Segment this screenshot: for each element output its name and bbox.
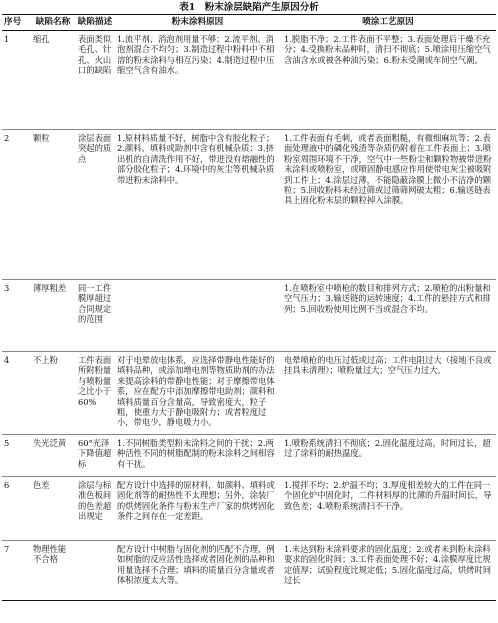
cell-desc: 涂层与标准色板间的色差超出规定 [75,477,115,541]
cell-name: 不上粉 [31,352,75,435]
table-header-row [2,15,496,31]
cell-cause: 1.不同树脂类型粉末涂料之间的干扰；2.两种活性不同的树脂配制的粉末涂料之间相容有干扰。 [115,435,280,477]
header-desc: 缺陷描述 [75,15,115,31]
table-row [2,477,496,541]
table-row [2,31,496,130]
cell-cause: 配方设计中选择的原材料，如颜料、填料或固化剂等的耐热性不太理想；另外，涂装厂的烘烤固化条件与粉末生产厂家的烘烤固化条件之间存在一定差距。 [115,477,280,541]
cell-process: 1.搅拌不均；2.炉温不均；3.厚度相差较大的工件在同一个固化炉中固化时，二件材料厚的比薄的升温时间长，导致色差；4.喷粉系统清扫不干净。 [280,477,496,541]
cell-no: 6 [2,477,31,541]
table-row [2,541,496,601]
cell-no: 1 [2,31,31,130]
header-no: 序号 [2,15,31,31]
cell-name: 薄厚粗差 [31,280,75,352]
cell-cause: 对于电晕放电体系，应选择带静电性能好的填料品种，或添加增电剂等物质助剂的办法来提高涂料的带静电性能；对于摩擦带电体系，应在配方中添加摩擦带电助剂；颜料和填料质量百分含量高，导致密度大，粒子粗，使重力大于静电吸附力；或者粒度过小，带电少，静电吸力小。 [115,352,280,435]
cell-no: 5 [2,435,31,477]
cell-process: 电晕喷枪的电压过低或过高；工件电阻过大（接地不良或挂具未清理）；喷粉量过大；空气压力过大。 [280,352,496,435]
cell-name: 颗粒 [31,130,75,280]
cell-name: 物理性能不合格 [31,541,75,601]
table-row [2,435,496,477]
defect-analysis-table [2,14,496,601]
cell-cause: 1.流平剂、消泡剂用量不够；2.流平剂、消泡剂混合不均匀；3.制造过程中粉料中不相溶的粉末涂料与相互污染；4.制造过程中压缩空气含有油水。 [115,31,280,130]
table-row [2,352,496,435]
cell-no: 4 [2,352,31,435]
cell-desc: 同一工件膜厚超过合同规定的范围 [75,280,115,352]
cell-process: 1.喷粉系统清扫不彻底；2.固化温度过高，时间过长，超过了涂料的耐热温度。 [280,435,496,477]
cell-cause: 配方设计中树脂与固化剂的匹配不合理，例如树脂的反应活性选择或者固化剂的品种和用量选择不合理；填料的质量百分含量或者体积浓度太大等。 [115,541,280,601]
table-row [2,280,496,352]
header-process: 喷涂工艺原因 [280,15,496,31]
cell-desc: 涂层表面突起的质点 [75,130,115,280]
cell-no: 3 [2,280,31,352]
table-caption: 表1 粉末涂层缺陷产生原因分析 [179,2,319,13]
cell-process: 1.在喷粉室中喷枪的数目和排列方式；2.喷枪的出粉量和空气压力；3.输送链的运转速度；4.工件的悬挂方式和排列；5.回收粉使用比例不当或混合不均。 [280,280,496,352]
cell-desc: 60°光泽下降值超标 [75,435,115,477]
cell-process: 1.工件表面有毛刺，或者表面粗糙，有微细麻坑等；2.表面处理液中的磷化残渣等杂质仍附着在工件表面上；3.喷粉室周围环境不干净，空气中一些粉尘和颗粒物被带进粉末涂料或喷粉室，或喷固静电感应作用使带电灰尘被吸附到工件上；4.涂层过薄，不能隐蔽涂膜上微小不洁净的颗粒；5.回收粉料未经过筛或过筛筛网破太粗；6.输送链表具上固化粉末层的颗粒掉入涂膜。 [280,130,496,280]
header-cause: 粉末涂料原因 [115,15,280,31]
cell-desc: 工件表面所附粉量与喷粉量之比小于60% [75,352,115,435]
cell-no: 2 [2,130,31,280]
table-row [2,130,496,280]
cell-no: 7 [2,541,31,601]
cell-desc [75,541,115,601]
cell-process: 1.脱脂不净；2.工件表面不平整；3.表面处理后干燥不充分；4.受换粉末品种时，清扫不彻底；5.喷涂用压缩空气含油含水或被各种油污染；6.粉末受潮或车间空气潮。 [280,31,496,130]
cell-name: 缩孔 [31,31,75,130]
cell-cause: 1.原材料质量不好，树脂中含有胶化粒子；2.颜料、填料或助剂中含有机械杂质；3.挤出机的自清洗作用不好，带进没有熔融性的部分胶化粒子；4.环境中的灰尘等机械杂质带进粉末涂料中。 [115,130,280,280]
cell-cause [115,280,280,352]
cell-name: 色差 [31,477,75,541]
cell-desc: 表面类似毛孔、针孔、火山口的缺陷 [75,31,115,130]
cell-process: 1.未达到粉末涂料要求的固化温度；2.或者未到粉末涂料要求的固化时间；3.工件表面处理不好；4.涂膜厚度比规定值厚；试验程度比规定低；5.固化温度过高，烘烤时间过长 [280,541,496,601]
header-name: 缺陷名称 [31,15,75,31]
cell-name: 失光泛黄 [31,435,75,477]
